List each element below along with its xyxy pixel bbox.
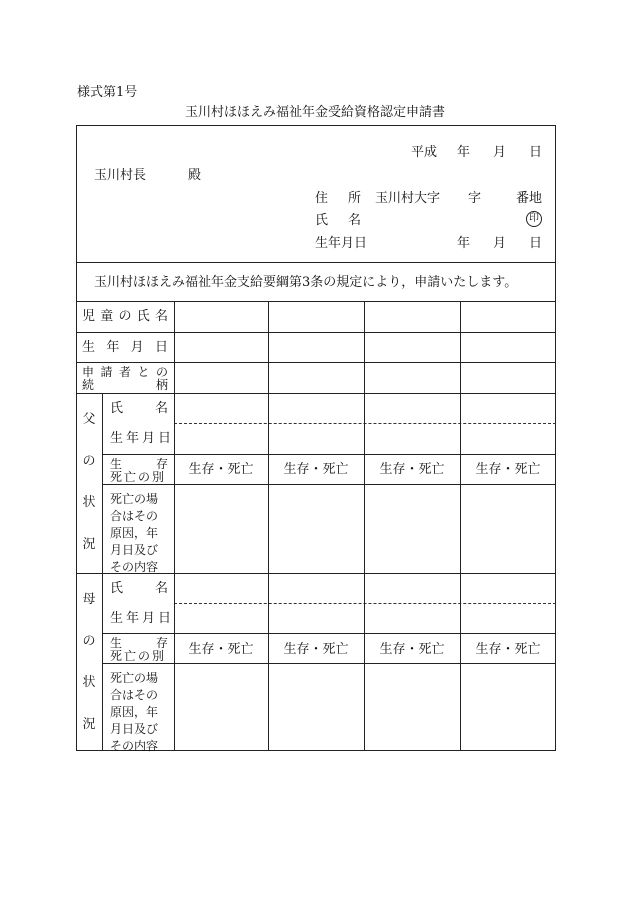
form-title: 玉川村ほほえみ福祉年金受給資格認定申請書 bbox=[184, 105, 445, 120]
aza-label: 字 bbox=[468, 191, 482, 206]
mother-alive-label-1: 生 存 bbox=[110, 636, 168, 650]
form-number: 様式第1号 bbox=[77, 85, 138, 100]
father-status-label: 父 の 状 況 bbox=[82, 412, 96, 552]
father-alive-option[interactable]: 生存・死亡 bbox=[379, 462, 445, 477]
father-birth-label: 生年月日 bbox=[110, 431, 175, 446]
father-alive-option[interactable]: 生存・死亡 bbox=[475, 462, 541, 477]
mother-name-label: 氏 名 bbox=[110, 581, 168, 596]
seal-mark: 印 bbox=[526, 211, 542, 227]
statement-text: 玉川村ほほえみ福祉年金支給要綱第3条の規定により，申請いたします。 bbox=[94, 275, 518, 290]
mother-status-label: 母 の 状 況 bbox=[82, 592, 96, 732]
date-day-unit: 日 bbox=[529, 145, 543, 160]
child-name-label: 児 童 の 氏 名 bbox=[82, 309, 168, 324]
father-alive-label-1: 生 存 bbox=[110, 457, 168, 471]
date-month-unit: 月 bbox=[493, 145, 507, 160]
father-alive-option[interactable]: 生存・死亡 bbox=[188, 462, 254, 477]
father-alive-label-2: 死亡の別 bbox=[110, 470, 167, 484]
date-era: 平成 bbox=[411, 145, 438, 160]
father-death-label: 死亡の場 合はその 原因，年 月日及び その内容 bbox=[110, 492, 159, 574]
address-label: 住 所 bbox=[315, 191, 361, 206]
applicant-name-label: 氏 名 bbox=[315, 213, 361, 228]
honorific: 殿 bbox=[188, 168, 202, 183]
mother-alive-option[interactable]: 生存・死亡 bbox=[379, 642, 445, 657]
father-name-label: 氏 名 bbox=[110, 401, 168, 416]
mother-birth-label: 生年月日 bbox=[110, 611, 175, 626]
addressee: 玉川村長 bbox=[94, 168, 147, 183]
banchi-label: 番地 bbox=[516, 191, 543, 206]
mother-alive-option[interactable]: 生存・死亡 bbox=[188, 642, 254, 657]
birth-year-unit: 年 bbox=[457, 236, 471, 251]
birth-day-unit: 日 bbox=[529, 236, 543, 251]
mother-alive-option[interactable]: 生存・死亡 bbox=[475, 642, 541, 657]
mother-alive-label-2: 死亡の別 bbox=[110, 649, 167, 663]
father-alive-option[interactable]: 生存・死亡 bbox=[283, 462, 349, 477]
birth-month-unit: 月 bbox=[493, 236, 507, 251]
mother-death-label: 死亡の場 合はその 原因，年 月日及び その内容 bbox=[110, 671, 159, 753]
child-birth-label: 生 年 月 日 bbox=[82, 340, 168, 355]
birth-label: 生年月日 bbox=[315, 236, 368, 251]
relation-label-line2: 続 柄 bbox=[82, 378, 168, 392]
mother-alive-option[interactable]: 生存・死亡 bbox=[283, 642, 349, 657]
date-year-unit: 年 bbox=[457, 145, 471, 160]
relation-label-line1: 申 請 者 と の bbox=[82, 365, 168, 379]
address-value[interactable]: 玉川村大字 bbox=[375, 191, 441, 206]
